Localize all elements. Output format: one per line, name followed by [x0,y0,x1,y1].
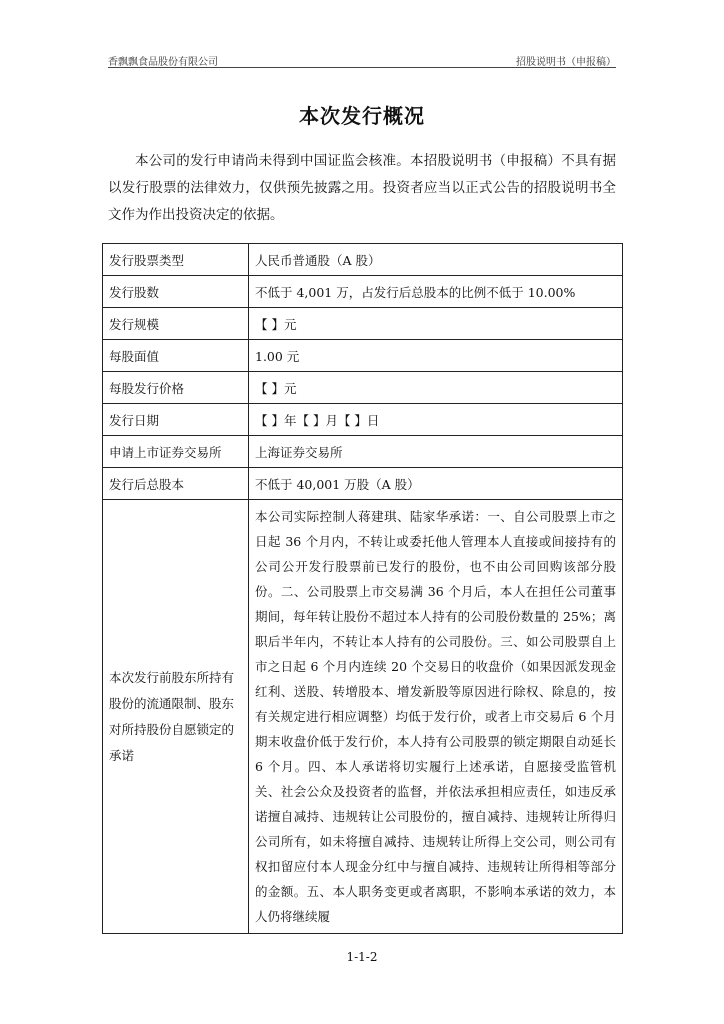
table-row [103,372,623,404]
row-value: 【 】元 [249,372,623,404]
row-value: 【 】年【 】月【 】日 [249,404,623,436]
table-row [103,340,623,372]
commitment-row [103,500,623,934]
commitment-label: 本次发行前股东所持有股份的流通限制、股东对所持股份自愿锁定的承诺 [103,500,249,934]
row-label: 发行规模 [103,308,249,340]
table-row [103,276,623,308]
row-value: 人民币普通股（A 股） [249,244,623,276]
header-divider [108,67,616,68]
row-value: 不低于 40,001 万股（A 股） [249,468,623,500]
table-row [103,436,623,468]
commitment-text: 本公司实际控制人蒋建琪、陆家华承诺：一、自公司股票上市之日起 36 个月内，不转让或委托他人管理本人直接或间接持有的公司公开发行股票前已发行的股份，也不由公司回购该部分股份。二、公司股票上市交易满 36 个月后，本人在担任公司董事期间，每年转让股份不超过本人持有的公司股份数量的 25%；离职后半年内，不转让本人持有的公司股份。三、如公司股票自上市之日起 6 个月内连续 20 个交易日的收盘价（如果因派发现金红利、送股、转增股本、增发新股等原因进行除权、除息的，按有关规定进行相应调整）均低于发行价，或者上市交易后 6 个月期末收盘价低于发行价，本人持有公司股票的锁定期限自动延长 6 个月。四、本人承诺将切实履行上述承诺，自愿接受监管机关、社会公众及投资者的监督，并依法承担相应责任，如违反承诺擅自减持、违规转让公司股份的，擅自减持、违规转让所得归公司所有，如未将擅自减持、违规转让所得上交公司，则公司有权扣留应付本人现金分红中与擅自减持、违规转让所得相等部分的金额。五、本人职务变更或者离职，不影响本承诺的效力，本人仍将继续履 [249,500,623,934]
page-title: 本次发行概况 [299,104,425,128]
row-value: 1.00 元 [249,340,623,372]
intro-section [108,148,616,229]
table-row [103,404,623,436]
table-row [103,244,623,276]
row-value: 上海证券交易所 [249,436,623,468]
row-label: 每股面值 [103,340,249,372]
page-number: 1-1-2 [346,950,378,964]
offering-table [102,243,623,934]
header-doc-title: 招股说明书（申报稿） [516,57,616,68]
page-header [108,50,616,66]
row-label: 每股发行价格 [103,372,249,404]
table-row [103,468,623,500]
row-value: 不低于 4,001 万，占发行后总股本的比例不低于 10.00% [249,276,623,308]
row-label: 发行股票类型 [103,244,249,276]
row-label: 发行股数 [103,276,249,308]
row-label: 发行后总股本 [103,468,249,500]
row-label: 申请上市证券交易所 [103,436,249,468]
intro-paragraph: 本公司的发行申请尚未得到中国证监会核准。本招股说明书（申报稿）不具有据以发行股票的法律效力，仅供预先披露之用。投资者应当以正式公告的招股说明书全文作为作出投资决定的依据。 [108,153,616,223]
table-row [103,308,623,340]
row-value: 【 】元 [249,308,623,340]
header-company: 香飘飘食品股份有限公司 [108,57,218,68]
row-label: 发行日期 [103,404,249,436]
